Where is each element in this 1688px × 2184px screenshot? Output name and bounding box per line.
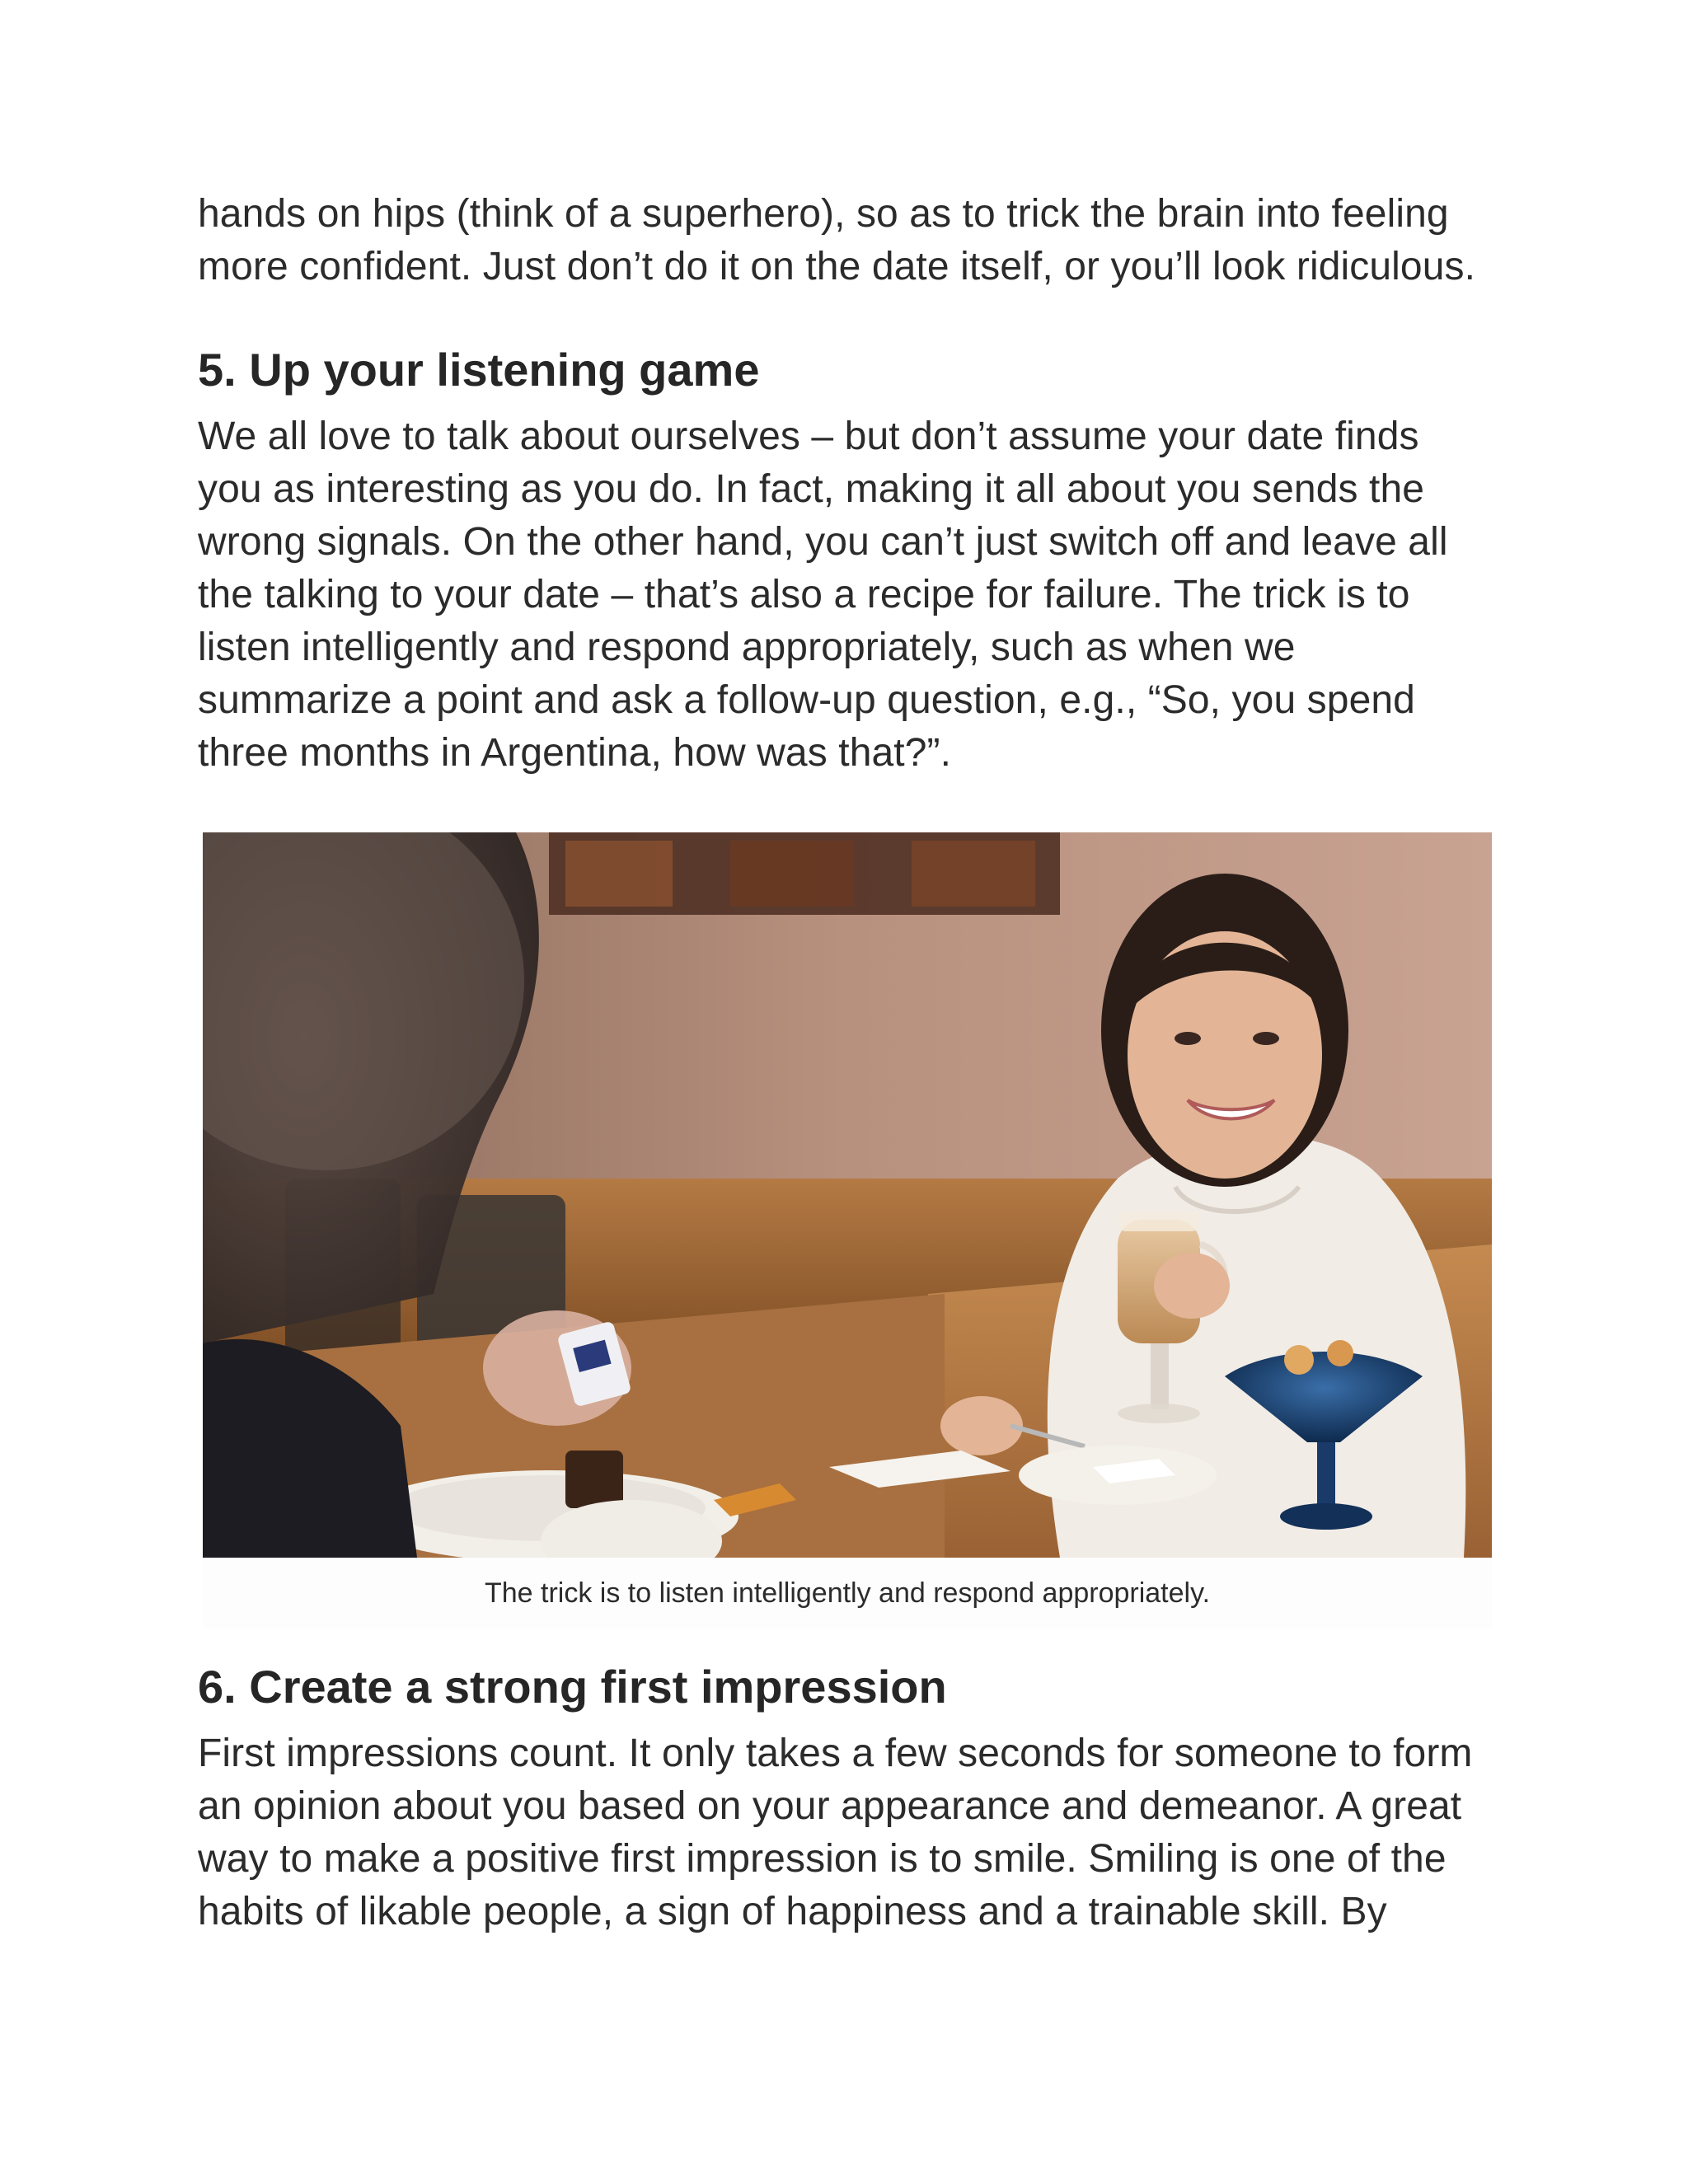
section-6-paragraph (198, 1727, 1500, 1938)
paragraph-line: you as interesting as you do. In fact, making it all about you sends the (198, 467, 1425, 511)
paragraph-line: an opinion about you based on your appearance and demeanor. A great (198, 1784, 1462, 1828)
paragraph-line: way to make a positive first impression is to smile. Smiling is one of the (198, 1837, 1447, 1881)
paragraph-line: hands on hips (think of a superhero), so as to trick the brain into feeling (198, 192, 1449, 236)
paragraph-line: summarize a point and ask a follow-up question, e.g., “So, you spend (198, 678, 1415, 722)
paragraph-line: the talking to your date – that’s also a recipe for failure. The trick is to (198, 573, 1410, 616)
cafe-date-photo (203, 832, 1492, 1558)
article-page (198, 188, 1500, 1938)
figure-caption: The trick is to listen intelligently and respond appropriately. (203, 1558, 1492, 1629)
paragraph-line: wrong signals. On the other hand, you can’t just switch off and leave all (198, 520, 1448, 564)
intro-paragraph (198, 188, 1500, 293)
article-figure (203, 832, 1492, 1629)
paragraph-line: more confident. Just don’t do it on the date itself, or you’ll look ridiculous. (198, 245, 1476, 288)
section-5-heading: 5. Up your listening game (198, 344, 760, 396)
paragraph-line: three months in Argentina, how was that?”. (198, 731, 952, 775)
paragraph-line: listen intelligently and respond appropriately, such as when we (198, 626, 1296, 669)
section-5-paragraph (198, 410, 1500, 780)
paragraph-line: habits of likable people, a sign of happiness and a trainable skill. By (198, 1890, 1387, 1933)
paragraph-line: First impressions count. It only takes a few seconds for someone to form (198, 1732, 1473, 1775)
section-6-heading: 6. Create a strong first impression (198, 1661, 947, 1713)
paragraph-line: We all love to talk about ourselves – but don’t assume your date finds (198, 415, 1419, 458)
